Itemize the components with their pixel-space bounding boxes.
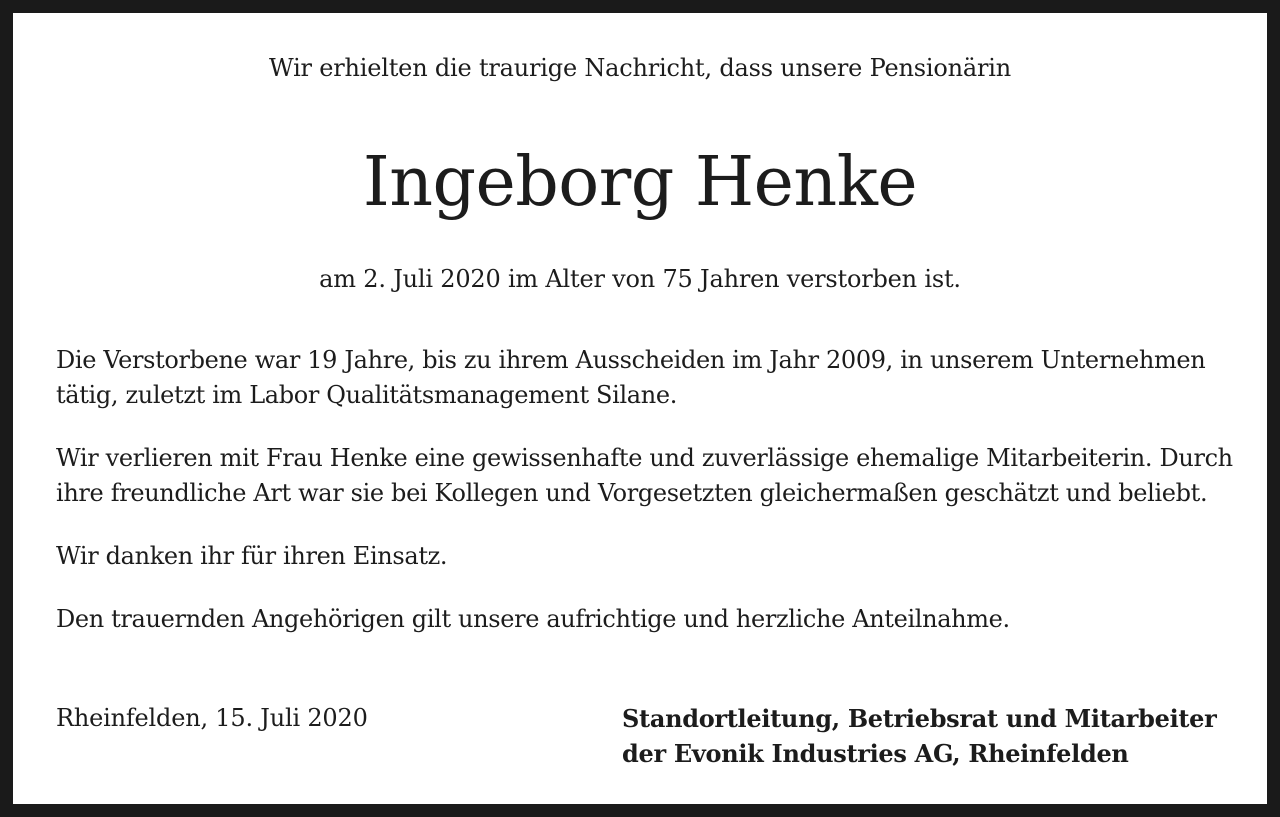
deceased-name: Ingeborg Henke	[362, 143, 918, 222]
signature-block	[622, 701, 1217, 771]
death-date-line: am 2. Juli 2020 im Alter von 75 Jahren verstorben ist.	[319, 265, 961, 293]
paragraph-appreciation: Wir verlieren mit Frau Henke eine gewissenhafte und zuverlässige ehemalige Mitarbeiterin. Durch ihre freundliche Art war sie bei Kollegen und Vorgesetzten gleichermaßen geschätzt und beliebt.	[56, 444, 1233, 507]
paragraph-condolences: Den trauernden Angehörigen gilt unsere aufrichtige und herzliche Anteilnahme.	[56, 605, 1010, 633]
intro-line: Wir erhielten die traurige Nachricht, dass unsere Pensionärin	[269, 54, 1011, 82]
obituary-notice	[13, 13, 1267, 804]
paragraph-employment: Die Verstorbene war 19 Jahre, bis zu ihrem Ausscheiden im Jahr 2009, in unserem Unternehmen tätig, zuletzt im Labor Qualitätsmanagement Silane.	[56, 346, 1206, 409]
signature-line-1: Standortleitung, Betriebsrat und Mitarbeiter	[622, 704, 1217, 733]
place-date: Rheinfelden, 15. Juli 2020	[56, 704, 368, 732]
signature-line-2: der Evonik Industries AG, Rheinfelden	[622, 739, 1129, 768]
paragraph-thanks: Wir danken ihr für ihren Einsatz.	[56, 542, 448, 570]
notice-body	[56, 343, 1236, 665]
